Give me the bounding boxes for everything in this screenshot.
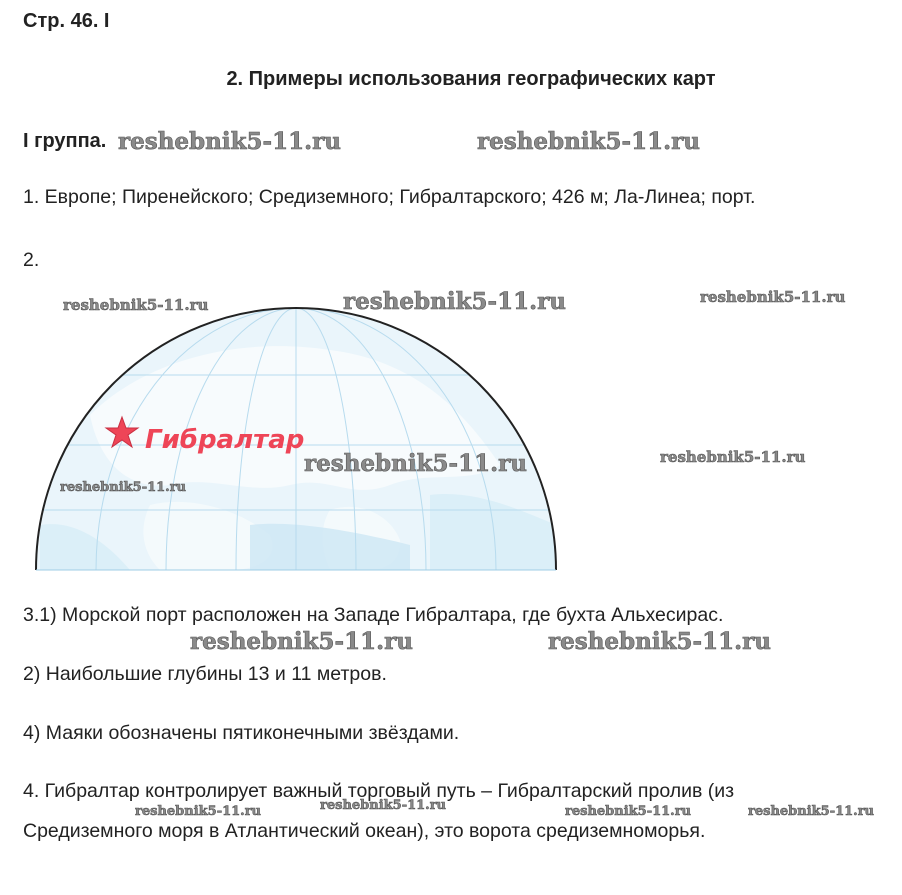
answer-2-label: 2. xyxy=(23,249,40,271)
watermark: reshebnik5-11.ru xyxy=(320,798,447,813)
watermark: reshebnik5-11.ru xyxy=(190,628,413,655)
page-reference: Стр. 46. I xyxy=(23,10,110,32)
map-label-gibraltar: Гибралтар xyxy=(145,425,305,455)
answer-4-line-1: 4. Гибралтар контролирует важный торговый путь – Гибралтарский пролив (из xyxy=(23,780,735,802)
answer-1: 1. Европе; Пиренейского; Средиземного; Гибралтарского; 426 м; Ла-Линеа; порт. xyxy=(23,186,756,208)
answer-4-line-2: Средиземного моря в Атлантический океан), это ворота средиземноморья. xyxy=(23,820,706,842)
watermark: reshebnik5-11.ru xyxy=(660,448,806,466)
watermark: reshebnik5-11.ru xyxy=(548,628,771,655)
watermark: reshebnik5-11.ru xyxy=(135,804,262,819)
group-label: I группа. xyxy=(23,130,107,152)
answer-3-2: 2) Наибольшие глубины 13 и 11 метров. xyxy=(23,663,387,685)
answer-3-1: 3.1) Морской порт расположен на Западе Гибралтара, где бухта Альхесирас. xyxy=(23,604,724,626)
answer-3-4: 4) Маяки обозначены пятиконечными звёздами. xyxy=(23,722,460,744)
watermark: reshebnik5-11.ru xyxy=(60,480,187,495)
watermark: reshebnik5-11.ru xyxy=(565,804,692,819)
watermark: reshebnik5-11.ru xyxy=(343,288,566,315)
watermark: reshebnik5-11.ru xyxy=(477,128,700,155)
watermark: reshebnik5-11.ru xyxy=(700,288,846,306)
section-title: 2. Примеры использования географических карт xyxy=(226,68,716,90)
watermark: reshebnik5-11.ru xyxy=(748,804,875,819)
watermark: reshebnik5-11.ru xyxy=(304,450,527,477)
watermark: reshebnik5-11.ru xyxy=(118,128,341,155)
watermark: reshebnik5-11.ru xyxy=(63,296,209,314)
